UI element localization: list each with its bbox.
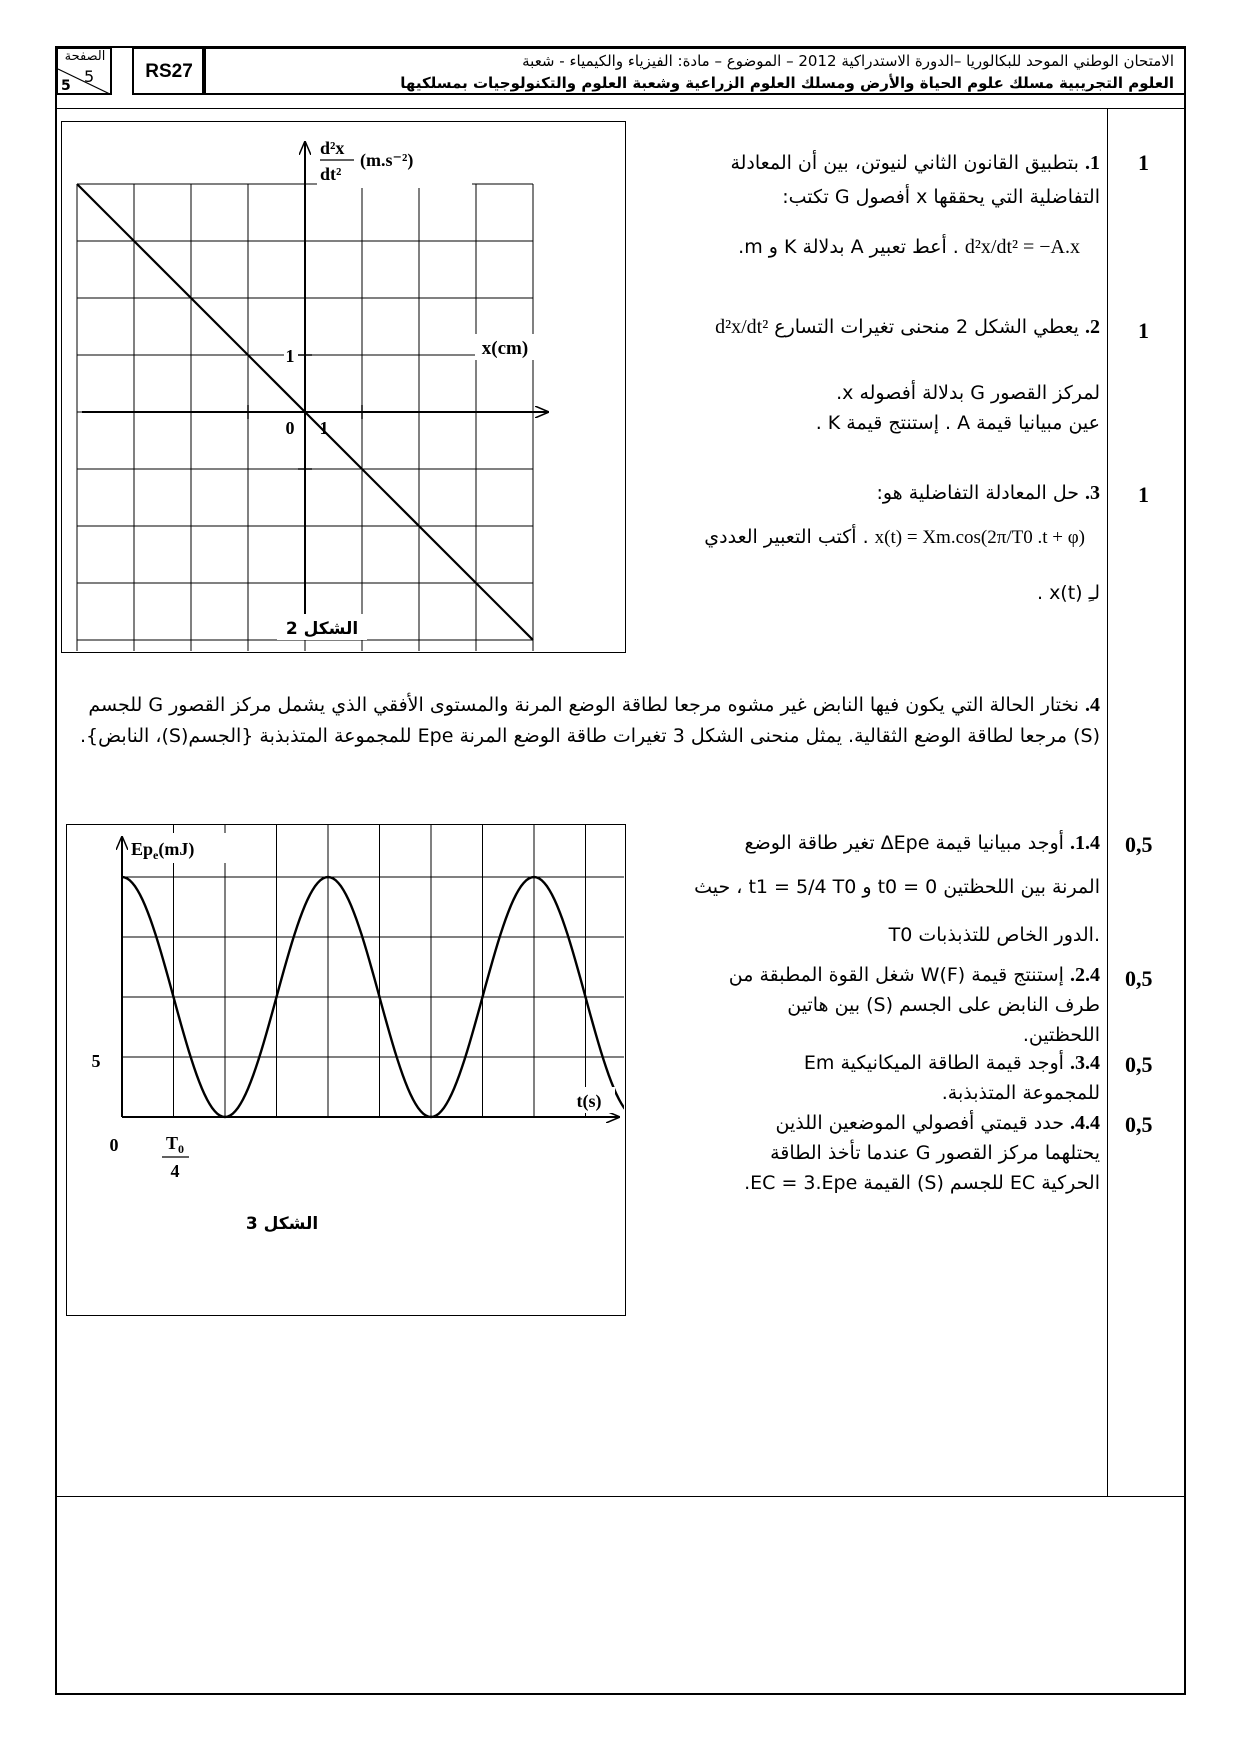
- figure-3-ylabel: $Ep_e(mJ)$: [131, 839, 195, 862]
- q44-mark: 0,5: [1125, 1112, 1153, 1137]
- q42-text3: اللحظتين.: [1022, 1024, 1100, 1046]
- figure-2: [61, 121, 626, 653]
- q3-text2: . أكتب التعبير العددي: [704, 526, 869, 548]
- page-label: الصفحة: [64, 49, 106, 64]
- header-title-box: [204, 47, 1186, 95]
- figure-3-caption: الشكل 3: [245, 1214, 319, 1234]
- q2-mark: 1: [1138, 318, 1149, 343]
- q44-text1: حدد قيمتي أفصولي الموضعين اللذين: [775, 1112, 1064, 1134]
- figure-2-ylabel-den: dt²: [320, 164, 342, 184]
- q3-text1: حل المعادلة التفاضلية هو:: [876, 482, 1079, 504]
- q2-equation: d²x/dt²: [715, 316, 769, 338]
- q1-equation: d²x/dt² = −A.x: [964, 236, 1080, 258]
- figure-3-xtick-numerator: $T_0$: [165, 1133, 185, 1156]
- q1-number: 1.: [1085, 152, 1100, 174]
- q1-text-line1: [620, 148, 1100, 178]
- q1-text3: . أعط تعبير A بدلالة K و m.: [738, 236, 959, 258]
- q41-mark: 0,5: [1125, 832, 1153, 857]
- figure-3-ytick-label: 5: [91, 1051, 101, 1071]
- figure-2-xtick-label: 1: [319, 418, 329, 438]
- page-number-box: [56, 47, 112, 95]
- figure-3-chart: [67, 825, 624, 1314]
- figure-3: [66, 824, 626, 1316]
- q3-number: 3.: [1085, 482, 1100, 504]
- q1-text2: التفاضلية التي يحققها x أفصول G تكتب:: [782, 186, 1100, 208]
- figure-3-origin-label: 0: [109, 1135, 119, 1155]
- q4-number: 4.: [1085, 694, 1100, 716]
- figure-3-xlabel: t(s): [576, 1091, 602, 1111]
- q43-number: 3.4.: [1070, 1052, 1100, 1074]
- page-total: 5: [61, 78, 71, 94]
- exam-code-box: [132, 47, 204, 95]
- q2-text1: يعطي الشكل 2 منحنى تغيرات التسارع: [774, 316, 1079, 338]
- q1-text1: بتطبيق القانون الثاني لنيوتن، بين أن المعادلة: [730, 152, 1079, 174]
- q2-text2: لمركز القصور G بدلالة أفصوله x.: [836, 382, 1100, 404]
- q41-text1: أوجد مبيانيا قيمة ΔEpe تغير طاقة الوضع: [744, 832, 1064, 854]
- q42-number: 2.4.: [1070, 964, 1100, 986]
- figure-2-ylabel-unit: (m.s⁻²): [360, 150, 414, 170]
- figure-2-xlabel: x(cm): [481, 338, 529, 359]
- page-number: 5: [84, 67, 95, 86]
- marks-column-rule: [1107, 108, 1108, 1496]
- q2-text3: عين مبيانيا قيمة A . إستنتج قيمة K .: [815, 412, 1100, 434]
- header-bottom-rule: [55, 108, 1186, 109]
- q44-text2: يحتلهما مركز القصور G عندما تأخذ الطاقة: [770, 1142, 1100, 1164]
- q44-text-line1: [630, 1108, 1100, 1138]
- q41-text-line1: [630, 828, 1100, 858]
- exam-code: RS27: [145, 61, 193, 82]
- figure-3-xtick-denominator: 4: [170, 1161, 180, 1181]
- q3-mark: 1: [1138, 482, 1149, 507]
- q3-text-line2: [630, 522, 1085, 553]
- q42-text2: طرف النابض على الجسم (S) بين هاتين: [787, 994, 1100, 1016]
- q3-text-line1: [620, 478, 1100, 508]
- figure-2-ylabel-num: d²x: [320, 138, 345, 158]
- figure-2-chart: [62, 122, 624, 651]
- q4-text: نختار الحالة التي يكون فيها النابض غير مشوه مرجعا لطاقة الوضع المرنة والمستوى الأفقي الذي يشمل مركز القصور G للجسم (S) مرجعا لطاقة الوضع الثقالية. يمثل منحنى الشكل 3 تغيرات طاقة الوضع المرنة Epe للمجموعة المتذبذبة {الجسم(S)، النابض}.: [80, 694, 1100, 747]
- q42-text-line1: [630, 960, 1100, 990]
- header-line-2: العلوم التجريبية مسلك علوم الحياة والأرض ومسلك العلوم الزراعية وشعبة العلوم والتكنولوجيات بمسلكيها: [400, 74, 1174, 92]
- q41-text2: المرنة بين اللحظتين t0 = 0 و t1 = 5/4 T0 ، حيث: [694, 876, 1100, 898]
- content-bottom-rule: [55, 1496, 1186, 1497]
- q44-text3: الحركية EC للجسم (S) القيمة EC = 3.Epe.: [744, 1172, 1100, 1194]
- q44-number: 4.4.: [1070, 1112, 1100, 1134]
- figure-2-caption: الشكل 2: [285, 619, 359, 639]
- q1-mark: 1: [1138, 150, 1149, 175]
- q43-mark: 0,5: [1125, 1052, 1153, 1077]
- q42-mark: 0,5: [1125, 966, 1153, 991]
- q2-number: 2.: [1085, 316, 1100, 338]
- q43-text2: للمجموعة المتذبذبة.: [941, 1082, 1100, 1104]
- q1-text-line3: [640, 232, 1080, 262]
- q3-text3: لـِ x(t) .: [1036, 582, 1100, 604]
- q41-text3: T0 الدور الخاص للتذبذبات.: [888, 924, 1100, 946]
- q43-text-line1: [630, 1048, 1100, 1078]
- q3-equation: x(t) = Xm.cos(2π/T0 .t + φ): [874, 527, 1085, 548]
- q4-paragraph: [60, 690, 1100, 752]
- q43-text1: أوجد قيمة الطاقة الميكانيكية Em: [803, 1052, 1064, 1074]
- figure-2-origin-label: 0: [285, 418, 295, 438]
- q2-text-line1: [620, 312, 1100, 342]
- q42-text1: إستنتج قيمة W(F) شغل القوة المطبقة من: [728, 964, 1064, 986]
- figure-2-ytick-label: 1: [285, 346, 295, 366]
- header-line-1: الامتحان الوطني الموحد للبكالوريا –الدورة الاستدراكية 2012 – الموضوع – مادة: الفيزياء والكيمياء - شعبة: [522, 52, 1174, 70]
- q41-number: 1.4.: [1070, 832, 1100, 854]
